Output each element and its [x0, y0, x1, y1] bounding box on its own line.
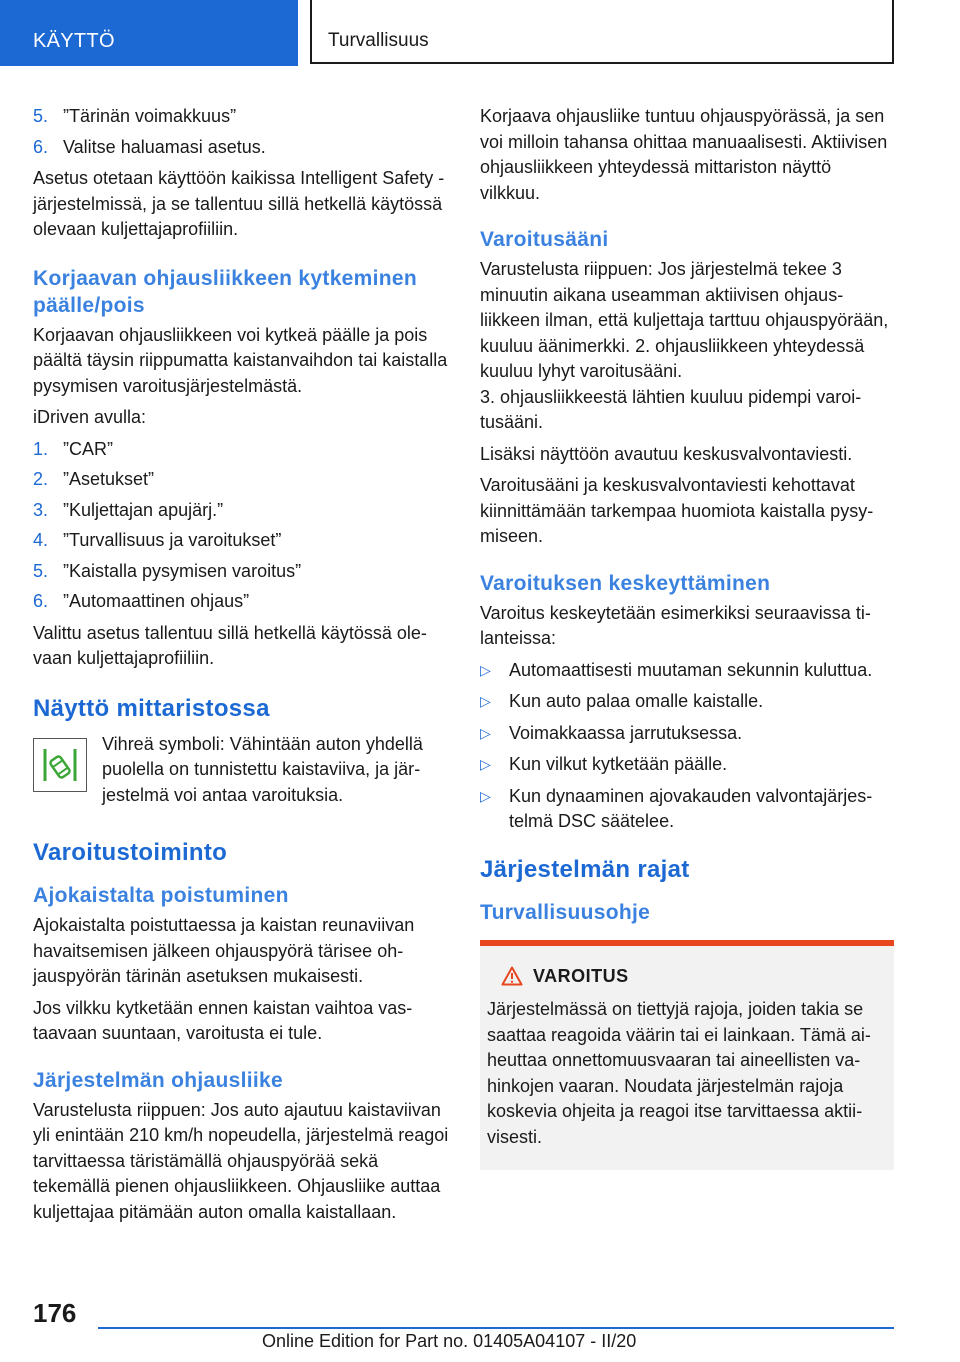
lane-assist-icon: [33, 738, 87, 792]
step-number: 2.: [33, 469, 49, 489]
footer-divider: [98, 1327, 894, 1329]
bullet-triangle-icon: ▷: [480, 661, 491, 678]
bullet-text: Kun vilkut kytketään päälle.: [509, 754, 728, 774]
paragraph: Varoitusääni ja keskusvalvontaviesti kehottavat kiinnittämään tarkempaa huomiota kaistalla pysymiseen.: [480, 475, 874, 546]
page-number: 176: [33, 1298, 77, 1328]
paragraph: Korjaava ohjausliike tuntuu ohjauspyörässä, ja sen voi milloin tahansa ohittaa manuaalisesti. Aktiivisen ohjausliikkeen yhteydessä mittariston näyttö vilkkuu.: [480, 106, 888, 203]
bullet-triangle-icon: ▷: [480, 756, 491, 772]
list-item: [33, 498, 449, 524]
paragraph: Ajokaistalta poistuttaessa ja kaistan reunaviivan havaitsemisen jälkeen ohjauspyörä tärisee ohjauspyörän tärinän asetuksen mukaisesti.: [33, 915, 415, 986]
paragraph: iDriven avulla:: [33, 407, 147, 427]
bullet-triangle-icon: ▷: [480, 693, 491, 709]
step-list-top: [33, 104, 449, 160]
heading-varoitustoiminto: Varoitustoiminto: [33, 839, 228, 866]
paragraph: Asetus otetaan käyttöön kaikissa Intelligent Safety -järjestelmissä, ja se tallentuu sillä hetkellä käytössä olevaan kuljettajaprofiiliin.: [33, 168, 445, 239]
step-number: 5.: [33, 106, 49, 126]
section-tab[interactable]: KÄYTTÖ: [0, 0, 298, 66]
paragraph: Lisäksi näyttöön avautuu keskusvalvontaviesti.: [480, 443, 853, 464]
step-list: [33, 437, 449, 615]
paragraph: Varoitus keskeytetään esimerkiksi seuraavissa tilanteissa:: [480, 602, 871, 648]
edition-note: Online Edition for Part no. 01405A04107 - II/20: [262, 1331, 637, 1351]
left-column: [33, 104, 449, 1231]
list-item: [33, 135, 449, 161]
bullet-triangle-icon: ▷: [480, 787, 491, 804]
list-item: [33, 104, 449, 130]
paragraph: Valittu asetus tallentuu sillä hetkellä käytössä olevaan kuljettajaprofiiliin.: [33, 622, 427, 668]
paragraph: Varustelusta riippuen: Jos järjestelmä tekee 3 minuutin aikana useamman aktiivisen ohjausliikkeen ilman, että kuljettaja tarttuu ohjauspyörään, kuuluu äänimerkki. 2. ohjausliikkeen yhteydessä kuuluu lyhyt varoitusääni.: [480, 259, 889, 381]
step-number: 6.: [33, 591, 49, 611]
right-column: [480, 104, 894, 1170]
bullet-text: Kun auto palaa omalle kaistalle.: [509, 691, 764, 711]
warning-triangle-icon: [501, 966, 523, 986]
paragraph: Varustelusta riippuen: Jos auto ajautuu kaistaviivan yli enintään 210 km/h nopeudella, järjestelmä reagoi tarvittaessa täristämällä ohjauspyörää sekä tekemällä pienen ohjausliikkeen. Ohjausliike auttaa kuljettajaa pitämään auton omalla kaistallaan.: [33, 1099, 449, 1222]
page-header: [0, 0, 960, 66]
paragraph: Jos vilkku kytketään ennen kaistan vaihtoa vastaavaan suuntaan, varoitusta ei tule.: [33, 997, 413, 1043]
step-text: ”Tärinän voimakkuus”: [63, 106, 237, 126]
step-number: 4.: [33, 530, 49, 550]
step-text: ”Kaistalla pysymisen varoitus”: [63, 560, 302, 581]
heading-naytto: Näyttö mittaristossa: [33, 694, 270, 722]
heading-korjaavan: Korjaavan ohjausliikkeen kytkeminen päälle/pois: [33, 266, 417, 317]
step-text: ”Asetukset”: [63, 469, 155, 489]
warning-title: [487, 964, 886, 990]
symbol-row: [33, 732, 449, 809]
step-number: 6.: [33, 136, 49, 157]
symbol-description: Vihreä symboli: Vähintään auton yhdellä puolella on tunnistettu kaistaviiva, ja järjestelmä voi antaa varoituksia.: [102, 733, 423, 805]
list-item: [480, 689, 894, 715]
step-text: ”Turvallisuus ja varoitukset”: [63, 530, 282, 550]
list-item: [33, 589, 449, 615]
list-item: [480, 784, 894, 835]
list-item: [33, 528, 449, 554]
warning-label: VAROITUS: [533, 965, 629, 986]
step-text: ”Automaattinen ohjaus”: [63, 591, 250, 611]
heading-rajat: Järjestelmän rajat: [480, 855, 690, 883]
heading-turvallisuusohje: Turvallisuusohje: [480, 900, 651, 924]
bullet-text: Voimakkaassa jarrutuksessa.: [509, 722, 743, 743]
list-item: [33, 559, 449, 585]
list-item: [480, 721, 894, 747]
bullet-triangle-icon: ▷: [480, 724, 491, 741]
step-text: ”Kuljettajan apujärj.”: [63, 499, 224, 520]
heading-ohjausliike: Järjestelmän ohjausliike: [33, 1068, 283, 1092]
paragraph: Korjaavan ohjausliikkeen voi kytkeä päälle ja pois päältä täysin riippumatta kaistanvaihdon tai kaistalla pysymisen varoitusjärjestelmästä.: [33, 324, 448, 396]
bullet-list: [480, 658, 894, 835]
subsection-title: Turvallisuus: [310, 0, 894, 64]
list-item: [480, 658, 894, 684]
list-item: [33, 467, 449, 493]
paragraph: 3. ohjausliikkeestä lähtien kuuluu pidempi varoitusääni.: [480, 386, 862, 432]
heading-keskeyttaminen: Varoituksen keskeyttäminen: [480, 571, 771, 595]
heading-varoitusaani: Varoitusääni: [480, 228, 609, 251]
step-number: 5.: [33, 560, 49, 581]
step-text: Valitse haluamasi asetus.: [63, 136, 266, 157]
step-number: 1.: [33, 438, 49, 459]
heading-ajokaistalta: Ajokaistalta poistuminen: [33, 884, 289, 907]
warning-box: [480, 940, 894, 1171]
step-text: ”CAR”: [63, 438, 113, 459]
list-item: [480, 752, 894, 778]
warning-text: Järjestelmässä on tiettyjä rajoja, joiden takia se saattaa reagoida väärin tai ei lainkaan. Tämä aiheuttaa onnettomuusvaaran tai aineellisten vahinkojen vaaran. Noudata järjestelmän rajoja koskevia ohjeita ja reagoi itse tarvittaessa aktiivisesti.: [487, 999, 871, 1147]
step-number: 3.: [33, 499, 49, 520]
list-item: [33, 437, 449, 463]
bullet-text: Kun dynaaminen ajovakauden valvontajärjestelmä DSC säätelee.: [509, 785, 873, 831]
bullet-text: Automaattisesti muutaman sekunnin kuluttua.: [509, 659, 873, 680]
